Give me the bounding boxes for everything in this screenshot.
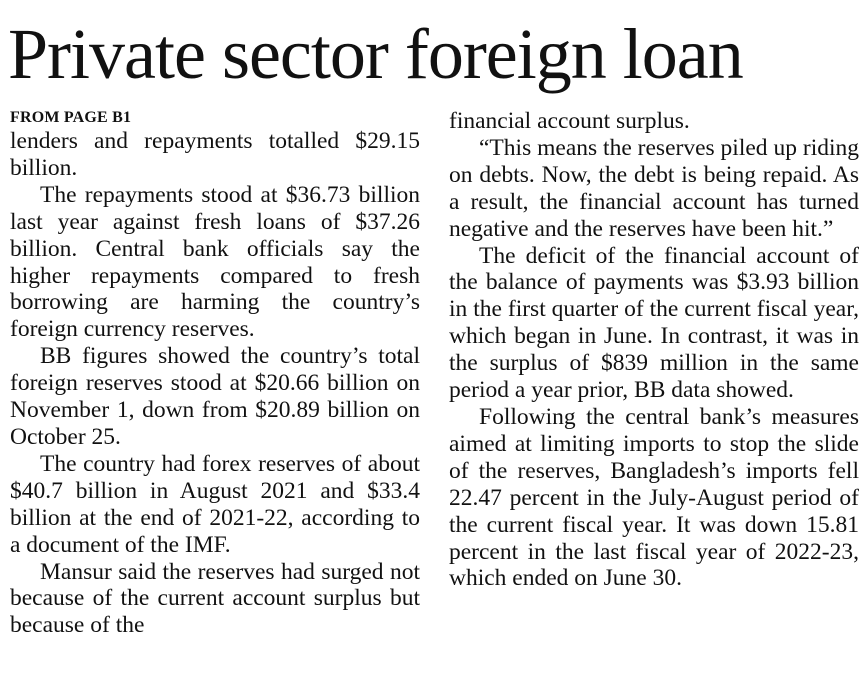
article-column-left [10,108,420,639]
article-column-right [449,108,859,592]
paragraph: The repayments stood at $36.73 billion last year against fresh loans of $37.26 billion. Central bank officials say the higher repayments compared to fresh borrowing are harming the country’s foreign currency reserves. [10,181,420,343]
paragraph: Mansur said the reserves had surged not because of the current account surplus but because of the [10,558,420,639]
paragraph: BB figures showed the country’s total foreign reserves stood at $20.66 billion on November 1, down from $20.89 billion on October 25. [10,343,420,450]
paragraph: financial account surplus. [449,108,690,134]
paragraph: lenders and repayments totalled $29.15 billion. [10,128,420,181]
headline: Private sector foreign loan [8,14,743,94]
paragraph: “This means the reserves piled up riding on debts. Now, the debt is being repaid. As a result, the financial account has turned negative and the reserves have been hit.” [449,134,859,242]
paragraph: Following the central bank’s measures aimed at limiting imports to stop the slide of the reserves, Bangladesh’s imports fell 22.47 percent in the July-August period of the current fiscal year. It was down 15.81 percent in the last fiscal year of 2022-23, which ended on June 30. [449,403,859,592]
paragraph: The country had forex reserves of about $40.7 billion in August 2021 and $33.4 billion at the end of 2021-22, according to a document of the IMF. [10,450,420,558]
continued-from-label: FROM PAGE B1 [10,109,132,126]
paragraph: The deficit of the financial account of the balance of payments was $3.93 billion in the first quarter of the current fiscal year, which began in June. In contrast, it was in the surplus of $839 million in the same period a year prior, BB data showed. [449,242,859,404]
